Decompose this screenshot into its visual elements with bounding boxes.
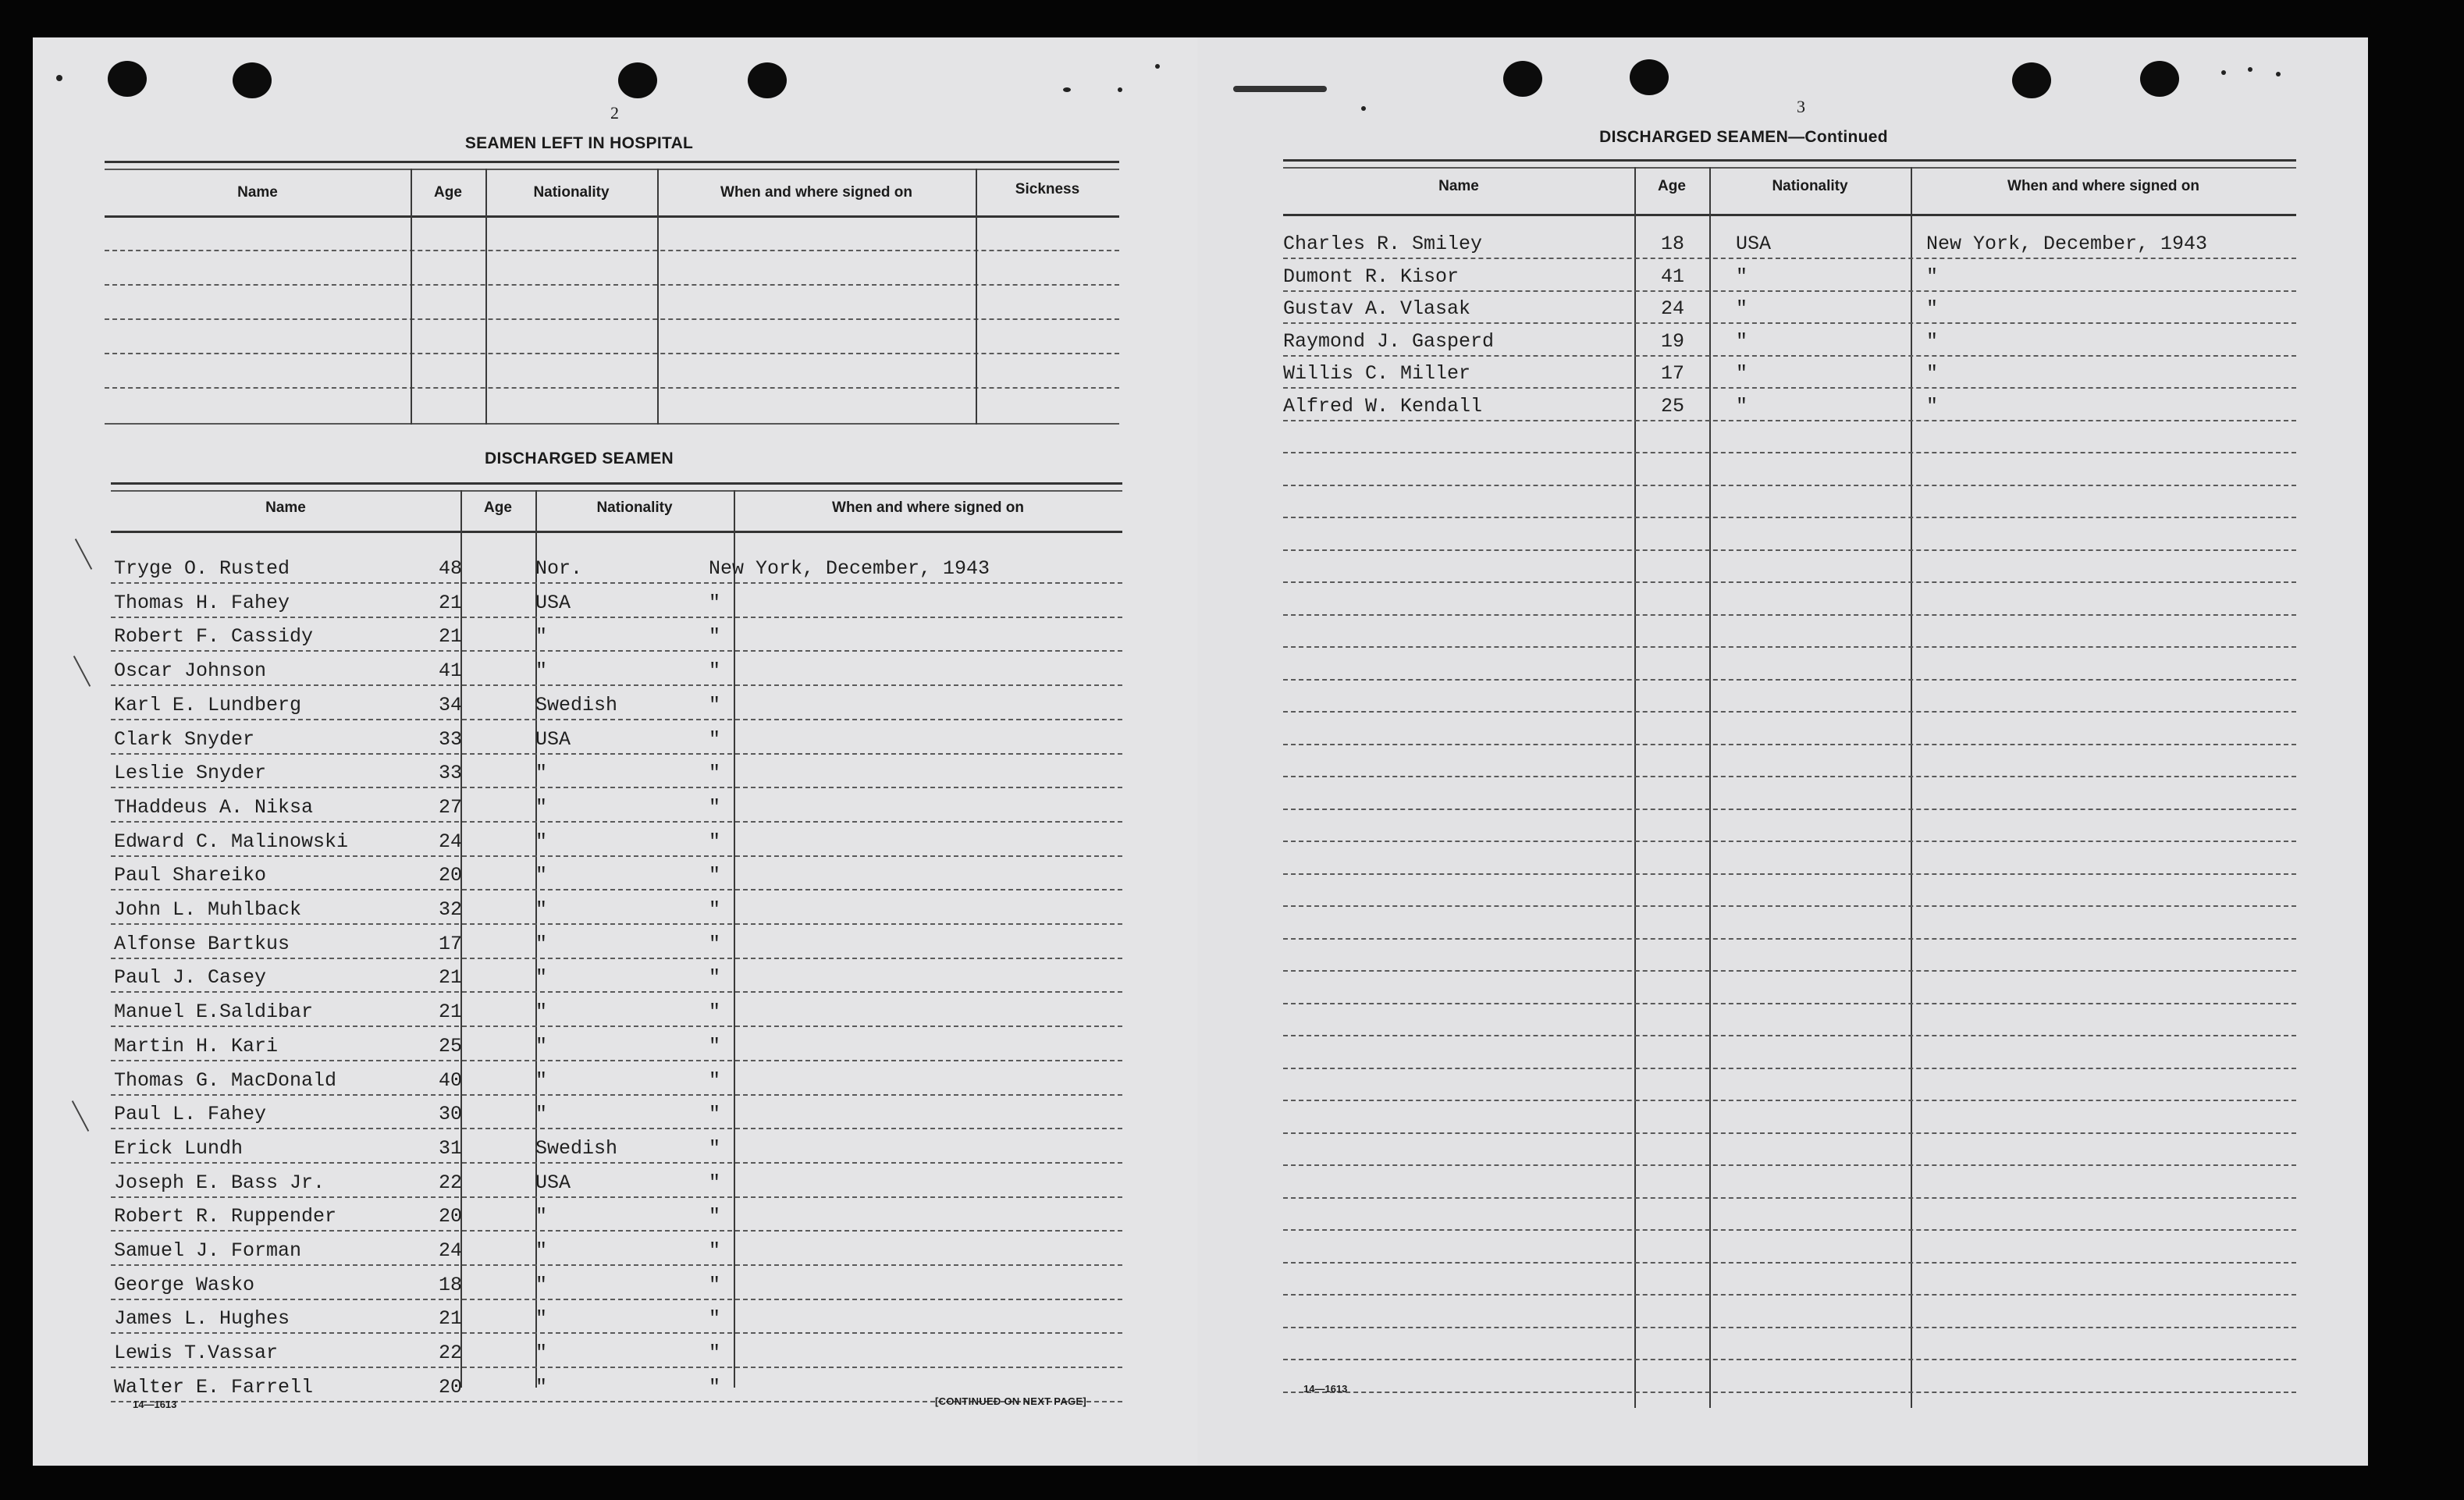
row-rule [111, 1264, 1122, 1266]
col-header-name: Name [1438, 178, 1479, 194]
table-row [1283, 231, 2296, 264]
row-rule [111, 1196, 1122, 1198]
seaman-nationality: " [535, 1274, 548, 1296]
seaman-name: Willis C. Miller [1283, 362, 1471, 385]
empty-row [1283, 1073, 2296, 1106]
seaman-signed-on: " [1926, 265, 1939, 288]
row-rule [1283, 1035, 2296, 1036]
seaman-age: 48 [439, 557, 463, 580]
empty-row [1283, 458, 2296, 491]
punch-hole [618, 62, 657, 98]
row-rule [111, 821, 1122, 823]
row-rule [1283, 1327, 2296, 1328]
table-row [111, 1304, 1122, 1337]
seaman-signed-on: " [1926, 330, 1939, 353]
seaman-age: 24 [439, 830, 463, 853]
empty-row [1283, 490, 2296, 523]
table-row [111, 1338, 1122, 1371]
empty-row [1283, 1365, 2296, 1398]
seaman-nationality: USA [535, 1171, 571, 1194]
seaman-name: Edward C. Malinowski [114, 830, 349, 853]
seaman-name: Tryge O. Rusted [114, 557, 290, 580]
punch-hole [1503, 61, 1542, 97]
check-mark [73, 656, 91, 687]
row-rule [1283, 905, 2296, 907]
seaman-nationality: " [535, 1342, 548, 1364]
seaman-name: Clark Snyder [114, 728, 255, 751]
speck [1118, 87, 1122, 92]
row-rule [1283, 1132, 2296, 1134]
punch-hole [1630, 59, 1669, 95]
seaman-nationality: Swedish [535, 694, 618, 716]
row-rule [1283, 873, 2296, 875]
col-header-nationality: Nationality [596, 499, 673, 516]
seaman-nationality: " [535, 966, 548, 989]
row-rule [111, 1094, 1122, 1096]
empty-row [1283, 1041, 2296, 1074]
page-number: 2 [610, 103, 619, 123]
row-rule [111, 958, 1122, 959]
table-row [111, 930, 1122, 962]
table-row [111, 1168, 1122, 1201]
speck [1063, 87, 1071, 92]
seaman-age: 21 [439, 966, 463, 989]
table-row [111, 759, 1122, 791]
form-code: 14—1613 [133, 1399, 177, 1410]
seaman-signed-on: " [709, 1069, 721, 1092]
row-rule [1283, 938, 2296, 940]
seaman-name: Karl E. Lundberg [114, 694, 302, 716]
empty-row [1283, 749, 2296, 782]
speck [2248, 67, 2252, 72]
row-rule [1283, 1359, 2296, 1360]
table-row [1283, 361, 2296, 393]
page-number: 3 [1797, 97, 1805, 116]
seaman-signed-on: " [709, 864, 721, 887]
empty-row [1283, 652, 2296, 685]
row-rule [111, 719, 1122, 720]
seaman-signed-on: " [709, 1274, 721, 1296]
table-row [1283, 329, 2296, 361]
seaman-nationality: " [535, 864, 548, 887]
discharged-section-title: DISCHARGED SEAMEN [485, 450, 674, 467]
seaman-signed-on: " [709, 1103, 721, 1125]
seaman-nationality: Nor. [535, 557, 583, 580]
seaman-age: 41 [1661, 265, 1685, 288]
seaman-signed-on: " [709, 796, 721, 819]
seaman-name: Robert R. Ruppender [114, 1205, 337, 1228]
row-rule [1283, 1100, 2296, 1101]
table-row [111, 554, 1122, 587]
seaman-name: Robert F. Cassidy [114, 625, 314, 648]
row-rule [1283, 1164, 2296, 1166]
empty-row [1283, 1203, 2296, 1235]
seaman-nationality: " [535, 1376, 548, 1399]
seaman-nationality: USA [535, 592, 571, 614]
seaman-signed-on: " [1926, 395, 1939, 418]
seaman-nationality: " [1736, 395, 1748, 418]
seaman-name: Alfonse Bartkus [114, 933, 290, 955]
speck [1361, 106, 1366, 111]
seaman-nationality: " [535, 1069, 548, 1092]
seaman-signed-on: " [709, 933, 721, 955]
empty-row [1283, 944, 2296, 976]
empty-row [1283, 1138, 2296, 1171]
empty-row [1283, 1171, 2296, 1203]
seaman-name: Erick Lundh [114, 1137, 244, 1160]
seaman-signed-on: " [709, 625, 721, 648]
row-rule [1283, 1197, 2296, 1199]
seaman-name: Paul Shareiko [114, 864, 267, 887]
row-rule [1283, 711, 2296, 713]
empty-row [1283, 847, 2296, 880]
seaman-signed-on: " [709, 966, 721, 989]
check-mark [75, 539, 92, 570]
seaman-signed-on: " [709, 1307, 721, 1330]
row-rule [111, 753, 1122, 755]
table-row [111, 1271, 1122, 1303]
seaman-nationality: " [1736, 362, 1748, 385]
seaman-age: 21 [439, 625, 463, 648]
empty-row [1283, 523, 2296, 556]
row-rule [1283, 970, 2296, 972]
seaman-signed-on: " [709, 1239, 721, 1262]
seaman-nationality: " [535, 1035, 548, 1057]
seaman-name: Thomas H. Fahey [114, 592, 290, 614]
table-row [111, 588, 1122, 621]
seaman-name: Manuel E.Saldibar [114, 1001, 314, 1023]
row-rule [111, 582, 1122, 584]
seaman-signed-on: " [709, 1205, 721, 1228]
seaman-age: 31 [439, 1137, 463, 1160]
table-row [111, 793, 1122, 826]
row-rule [1283, 1229, 2296, 1231]
table-row [111, 861, 1122, 894]
check-mark [72, 1100, 89, 1132]
punch-hole [2140, 61, 2179, 97]
seaman-age: 33 [439, 762, 463, 784]
row-rule [1283, 258, 2296, 259]
seaman-name: John L. Muhlback [114, 898, 302, 921]
row-rule [111, 684, 1122, 686]
seaman-nationality: " [535, 898, 548, 921]
row-rule [111, 1162, 1122, 1164]
seaman-signed-on: " [709, 1035, 721, 1057]
empty-row [1283, 425, 2296, 458]
row-rule [111, 1025, 1122, 1027]
seaman-nationality: USA [1736, 233, 1772, 255]
seaman-age: 17 [439, 933, 463, 955]
col-header-signed-on: When and where signed on [832, 499, 1024, 516]
seaman-age: 21 [439, 1307, 463, 1330]
row-rule [1283, 744, 2296, 745]
seaman-age: 25 [1661, 395, 1685, 418]
col-header-age: Age [484, 499, 512, 516]
punch-hole [2012, 62, 2051, 98]
punch-hole [233, 62, 272, 98]
empty-row [1283, 782, 2296, 815]
seaman-name: Alfred W. Kendall [1283, 395, 1483, 418]
col-header-sickness: Sickness [1015, 181, 1080, 197]
seaman-signed-on: " [709, 762, 721, 784]
row-rule [1283, 1003, 2296, 1004]
row-rule [1283, 290, 2296, 292]
empty-row [1283, 1267, 2296, 1300]
empty-row [1283, 1300, 2296, 1333]
seaman-signed-on: " [1926, 362, 1939, 385]
seaman-age: 33 [439, 728, 463, 751]
row-rule [111, 617, 1122, 618]
table-row [111, 1134, 1122, 1167]
seaman-name: THaddeus A. Niksa [114, 796, 314, 819]
seaman-age: 18 [439, 1274, 463, 1296]
table-row [111, 691, 1122, 723]
right-page [1197, 37, 2368, 1466]
col-header-age: Age [1658, 178, 1686, 194]
seaman-nationality: USA [535, 728, 571, 751]
row-rule [1283, 387, 2296, 389]
seaman-nationality: " [535, 659, 548, 682]
empty-row [1283, 1008, 2296, 1041]
row-rule [1283, 646, 2296, 648]
seaman-age: 20 [439, 1376, 463, 1399]
seaman-nationality: " [1736, 330, 1748, 353]
col-header-name: Name [265, 499, 306, 516]
seaman-name: Lewis T.Vassar [114, 1342, 279, 1364]
row-rule [111, 855, 1122, 857]
seaman-name: Walter E. Farrell [114, 1376, 314, 1399]
row-rule [111, 650, 1122, 652]
seaman-name: Thomas G. MacDonald [114, 1069, 337, 1092]
seaman-name: Gustav A. Vlasak [1283, 297, 1471, 320]
seaman-age: 34 [439, 694, 463, 716]
seaman-name: George Wasko [114, 1274, 255, 1296]
col-header-nationality: Nationality [1772, 178, 1848, 194]
punch-hole [748, 62, 787, 98]
seaman-nationality: " [535, 1205, 548, 1228]
empty-row [1283, 1106, 2296, 1139]
row-rule [1283, 776, 2296, 777]
section-title: DISCHARGED SEAMEN—Continued [1599, 128, 1888, 146]
row-rule [1283, 420, 2296, 421]
seaman-name: James L. Hughes [114, 1307, 290, 1330]
table-row [111, 725, 1122, 758]
seaman-age: 40 [439, 1069, 463, 1092]
row-rule [111, 1230, 1122, 1232]
punch-hole [108, 61, 147, 97]
seaman-signed-on: " [709, 1376, 721, 1399]
seaman-age: 25 [439, 1035, 463, 1057]
row-rule [111, 889, 1122, 890]
seaman-signed-on: " [709, 1001, 721, 1023]
seaman-nationality: " [535, 796, 548, 819]
seaman-age: 24 [1661, 297, 1685, 320]
row-rule [1283, 679, 2296, 681]
speck [2276, 72, 2281, 76]
col-header-nationality: Nationality [533, 184, 610, 201]
row-rule [1283, 322, 2296, 324]
table-row [111, 895, 1122, 928]
row-rule [111, 1060, 1122, 1061]
row-rule [1283, 809, 2296, 810]
seaman-name: Oscar Johnson [114, 659, 267, 682]
seaman-age: 18 [1661, 233, 1685, 255]
seaman-nationality: " [535, 933, 548, 955]
table-row [111, 656, 1122, 689]
seaman-age: 32 [439, 898, 463, 921]
row-rule [1283, 452, 2296, 453]
seaman-signed-on: " [709, 830, 721, 853]
table-row [111, 1202, 1122, 1235]
seaman-age: 17 [1661, 362, 1685, 385]
table-row [1283, 264, 2296, 297]
row-rule [1283, 1294, 2296, 1296]
row-rule [1283, 485, 2296, 486]
col-header-signed-on: When and where signed on [720, 184, 912, 201]
seaman-name: Raymond J. Gasperd [1283, 330, 1495, 353]
empty-row [1283, 976, 2296, 1009]
empty-row [1283, 912, 2296, 944]
seaman-signed-on: " [709, 1342, 721, 1364]
empty-row [1283, 1235, 2296, 1268]
seaman-name: Charles R. Smiley [1283, 233, 1483, 255]
seaman-age: 19 [1661, 330, 1685, 353]
row-rule [1283, 1392, 2296, 1393]
seaman-name: Paul J. Casey [114, 966, 267, 989]
speck [1155, 64, 1160, 69]
row-rule [1283, 549, 2296, 551]
seaman-signed-on: " [709, 694, 721, 716]
seaman-signed-on: " [709, 1137, 721, 1160]
speck [2221, 70, 2226, 75]
seaman-name: Joseph E. Bass Jr. [114, 1171, 325, 1194]
seaman-age: 22 [439, 1171, 463, 1194]
table-row [111, 1236, 1122, 1269]
empty-row [1283, 588, 2296, 620]
seaman-signed-on: " [709, 592, 721, 614]
row-rule [111, 991, 1122, 993]
row-rule [1283, 1262, 2296, 1264]
table-row [111, 622, 1122, 655]
col-header-signed-on: When and where signed on [2007, 178, 2199, 194]
seaman-nationality: " [535, 830, 548, 853]
seaman-nationality: " [535, 762, 548, 784]
seaman-name: Leslie Snyder [114, 762, 267, 784]
table-row [111, 997, 1122, 1030]
table-row [111, 963, 1122, 996]
seaman-age: 20 [439, 1205, 463, 1228]
seaman-age: 41 [439, 659, 463, 682]
col-header-name: Name [237, 184, 278, 201]
seaman-nationality: " [535, 625, 548, 648]
seaman-age: 30 [439, 1103, 463, 1125]
seaman-nationality: " [535, 1001, 548, 1023]
col-header-age: Age [434, 184, 462, 201]
seaman-nationality: " [1736, 297, 1748, 320]
seaman-age: 27 [439, 796, 463, 819]
seaman-name: Samuel J. Forman [114, 1239, 302, 1262]
table-row [111, 1100, 1122, 1132]
row-rule [111, 787, 1122, 788]
left-page [33, 37, 1197, 1466]
row-rule [1283, 581, 2296, 583]
seaman-nationality: " [535, 1239, 548, 1262]
seaman-signed-on: " [709, 1171, 721, 1194]
row-rule [1283, 841, 2296, 842]
form-code: 14—1613 [1303, 1383, 1348, 1395]
hospital-section-title: SEAMEN LEFT IN HOSPITAL [464, 134, 694, 152]
seaman-signed-on: " [709, 898, 721, 921]
empty-row [1283, 684, 2296, 717]
seaman-age: 21 [439, 1001, 463, 1023]
seaman-nationality: " [1736, 265, 1748, 288]
seaman-age: 20 [439, 864, 463, 887]
seaman-nationality: Swedish [535, 1137, 618, 1160]
table-row [1283, 393, 2296, 426]
empty-row [1283, 879, 2296, 912]
seaman-signed-on: New York, December, 1943 [1926, 233, 2208, 255]
seaman-name: Dumont R. Kisor [1283, 265, 1460, 288]
empty-row [1283, 814, 2296, 847]
table-row [111, 1032, 1122, 1065]
table-row [1283, 296, 2296, 329]
seaman-age: 22 [439, 1342, 463, 1364]
continued-note: [CONTINUED ON NEXT PAGE] [935, 1395, 1087, 1407]
seaman-nationality: " [535, 1307, 548, 1330]
row-rule [1283, 1068, 2296, 1069]
speck [56, 75, 62, 81]
row-rule [111, 923, 1122, 925]
empty-row [1283, 717, 2296, 750]
row-rule [111, 1367, 1122, 1368]
table-row [111, 1066, 1122, 1099]
row-rule [111, 1332, 1122, 1334]
seaman-age: 21 [439, 592, 463, 614]
row-rule [1283, 517, 2296, 518]
table-row [111, 827, 1122, 860]
seaman-name: Martin H. Kari [114, 1035, 279, 1057]
seaman-name: Paul L. Fahey [114, 1103, 267, 1125]
seaman-signed-on: New York, December, 1943 [709, 557, 990, 580]
smudge [1233, 86, 1327, 92]
empty-row [1283, 1332, 2296, 1365]
seaman-signed-on: " [709, 728, 721, 751]
seaman-nationality: " [535, 1103, 548, 1125]
seaman-age: 24 [439, 1239, 463, 1262]
empty-row [1283, 555, 2296, 588]
row-rule [111, 1299, 1122, 1300]
empty-row [1283, 620, 2296, 652]
seaman-signed-on: " [1926, 297, 1939, 320]
row-rule [1283, 355, 2296, 357]
row-rule [111, 1128, 1122, 1129]
seaman-signed-on: " [709, 659, 721, 682]
row-rule [1283, 614, 2296, 616]
